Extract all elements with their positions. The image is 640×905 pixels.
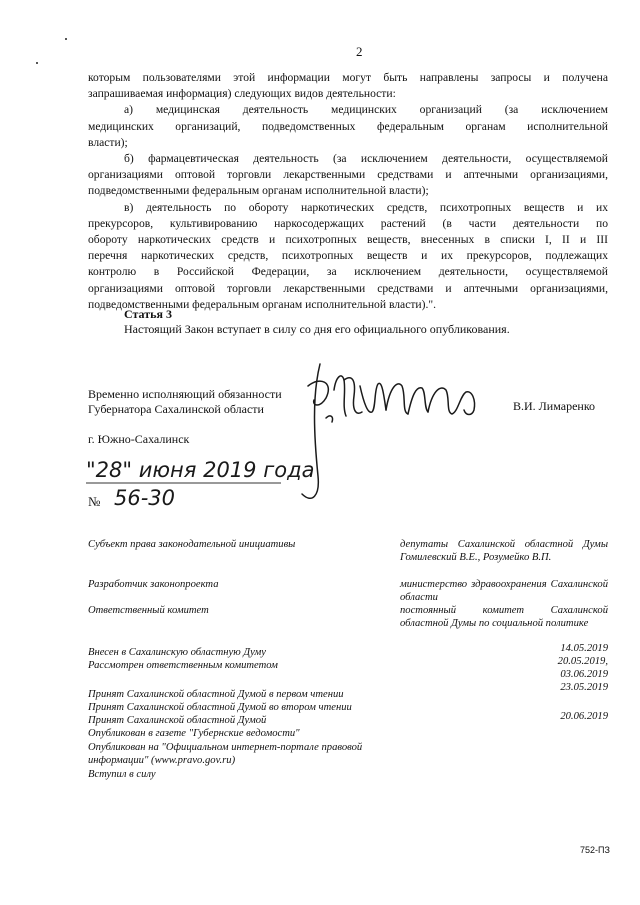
meta-in-force-label: Вступил в силу — [88, 769, 156, 780]
meta-subject-value: депутаты Сахалинской областной Думы Гомилевский В.Е., Розумейко В.П. — [400, 539, 608, 563]
body-line: организациями оптовой торговли лекарственными средствами и аптечными организациями, — [88, 168, 608, 182]
body-line: подведомственными федеральным органам исполнительной власти).". — [88, 297, 436, 311]
article-title: Статья 3 — [124, 307, 172, 321]
body-line: медицинских организаций, подведомственных федеральным органам исполнительной — [88, 119, 608, 133]
meta-gazette-label: Опубликован в газете "Губернские ведомости" — [88, 728, 300, 739]
meta-portal-label: Опубликован на "Официальном интернет-портале правовой информации" (www.pravo.gov.ru) — [88, 742, 363, 766]
meta-reviewed-date: 20.05.2019, — [557, 656, 608, 667]
signatory-name: В.И. Лимаренко — [513, 399, 596, 413]
meta-adopted-date: 20.06.2019 — [560, 711, 608, 722]
meta-reviewed-date: 03.06.2019 — [560, 669, 608, 680]
meta-developer-label: Разработчик законопроекта — [88, 579, 219, 590]
body-text — [88, 70, 608, 313]
body-line: перечня наркотических средств, психотропных веществ и их прекурсоров, подлежащих — [88, 249, 608, 263]
meta-committee-label: Ответственный комитет — [88, 605, 209, 616]
meta-adopted-label: Принят Сахалинской областной Думой — [88, 715, 267, 726]
handwritten-signature — [290, 356, 495, 506]
body-line: которым пользователями этой информации могут быть направлены запросы и получена — [88, 71, 608, 84]
page-number: 2 — [356, 44, 363, 59]
body-line: б) фармацевтическая деятельность (за исключением деятельности, осуществляемой — [124, 152, 608, 166]
meta-first-reading-label: Принят Сахалинской областной Думой в первом чтении — [88, 689, 344, 700]
body-line: запрашиваемая информация) следующих видов деятельности: — [88, 87, 396, 101]
body-line: а) медицинская деятельность медицинских организаций (за исключением — [124, 103, 608, 117]
meta-reviewed-label: Рассмотрен ответственным комитетом — [88, 660, 278, 671]
body-line: прекурсоров, культивированию наркосодержащих растений (в части деятельности по — [88, 216, 608, 230]
handwritten-date: "28" июня 2019 года — [86, 458, 315, 482]
meta-first-reading-date: 23.05.2019 — [560, 682, 608, 693]
article-text: Настоящий Закон вступает в силу со дня его официального опубликования. — [124, 322, 510, 336]
meta-submitted-date: 14.05.2019 — [560, 643, 608, 654]
body-line: в) деятельность по обороту наркотических средств, психотропных веществ и их — [124, 200, 608, 214]
body-line: организациями оптовой торговли лекарственными средствами и аптечными организациями, — [88, 281, 608, 295]
body-line: власти); — [88, 135, 128, 149]
signatory-position: Губернатора Сахалинской области — [88, 402, 264, 416]
meta-committee-value: постоянный комитет Сахалинской областной Думы по социальной политике — [400, 605, 608, 629]
body-line: контролю в Российской Федерации, за исключением деятельности, осуществляемой — [88, 265, 608, 279]
handwritten-number: 56-30 — [114, 486, 176, 510]
signatory-position: Временно исполняющий обязанности — [88, 387, 282, 401]
number-label: № — [88, 494, 101, 509]
meta-second-reading-label: Принят Сахалинской областной Думой во втором чтении — [88, 702, 352, 713]
scan-speck — [65, 38, 67, 40]
place-of-signing: г. Южно-Сахалинск — [88, 432, 190, 446]
scan-speck — [36, 62, 38, 64]
meta-submitted-label: Внесен в Сахалинскую областную Думу — [88, 647, 266, 658]
document-code: 752-ПЗ — [580, 845, 610, 855]
meta-developer-value: министерство здравоохранения Сахалинской области — [400, 579, 608, 603]
body-line: обороту наркотических средств и психотропных веществ, внесенных в списки I, II и III — [88, 233, 608, 247]
meta-subject-label: Субъект права законодательной инициативы — [88, 539, 296, 550]
body-line: подведомственными федеральным органам исполнительной власти); — [88, 184, 429, 198]
